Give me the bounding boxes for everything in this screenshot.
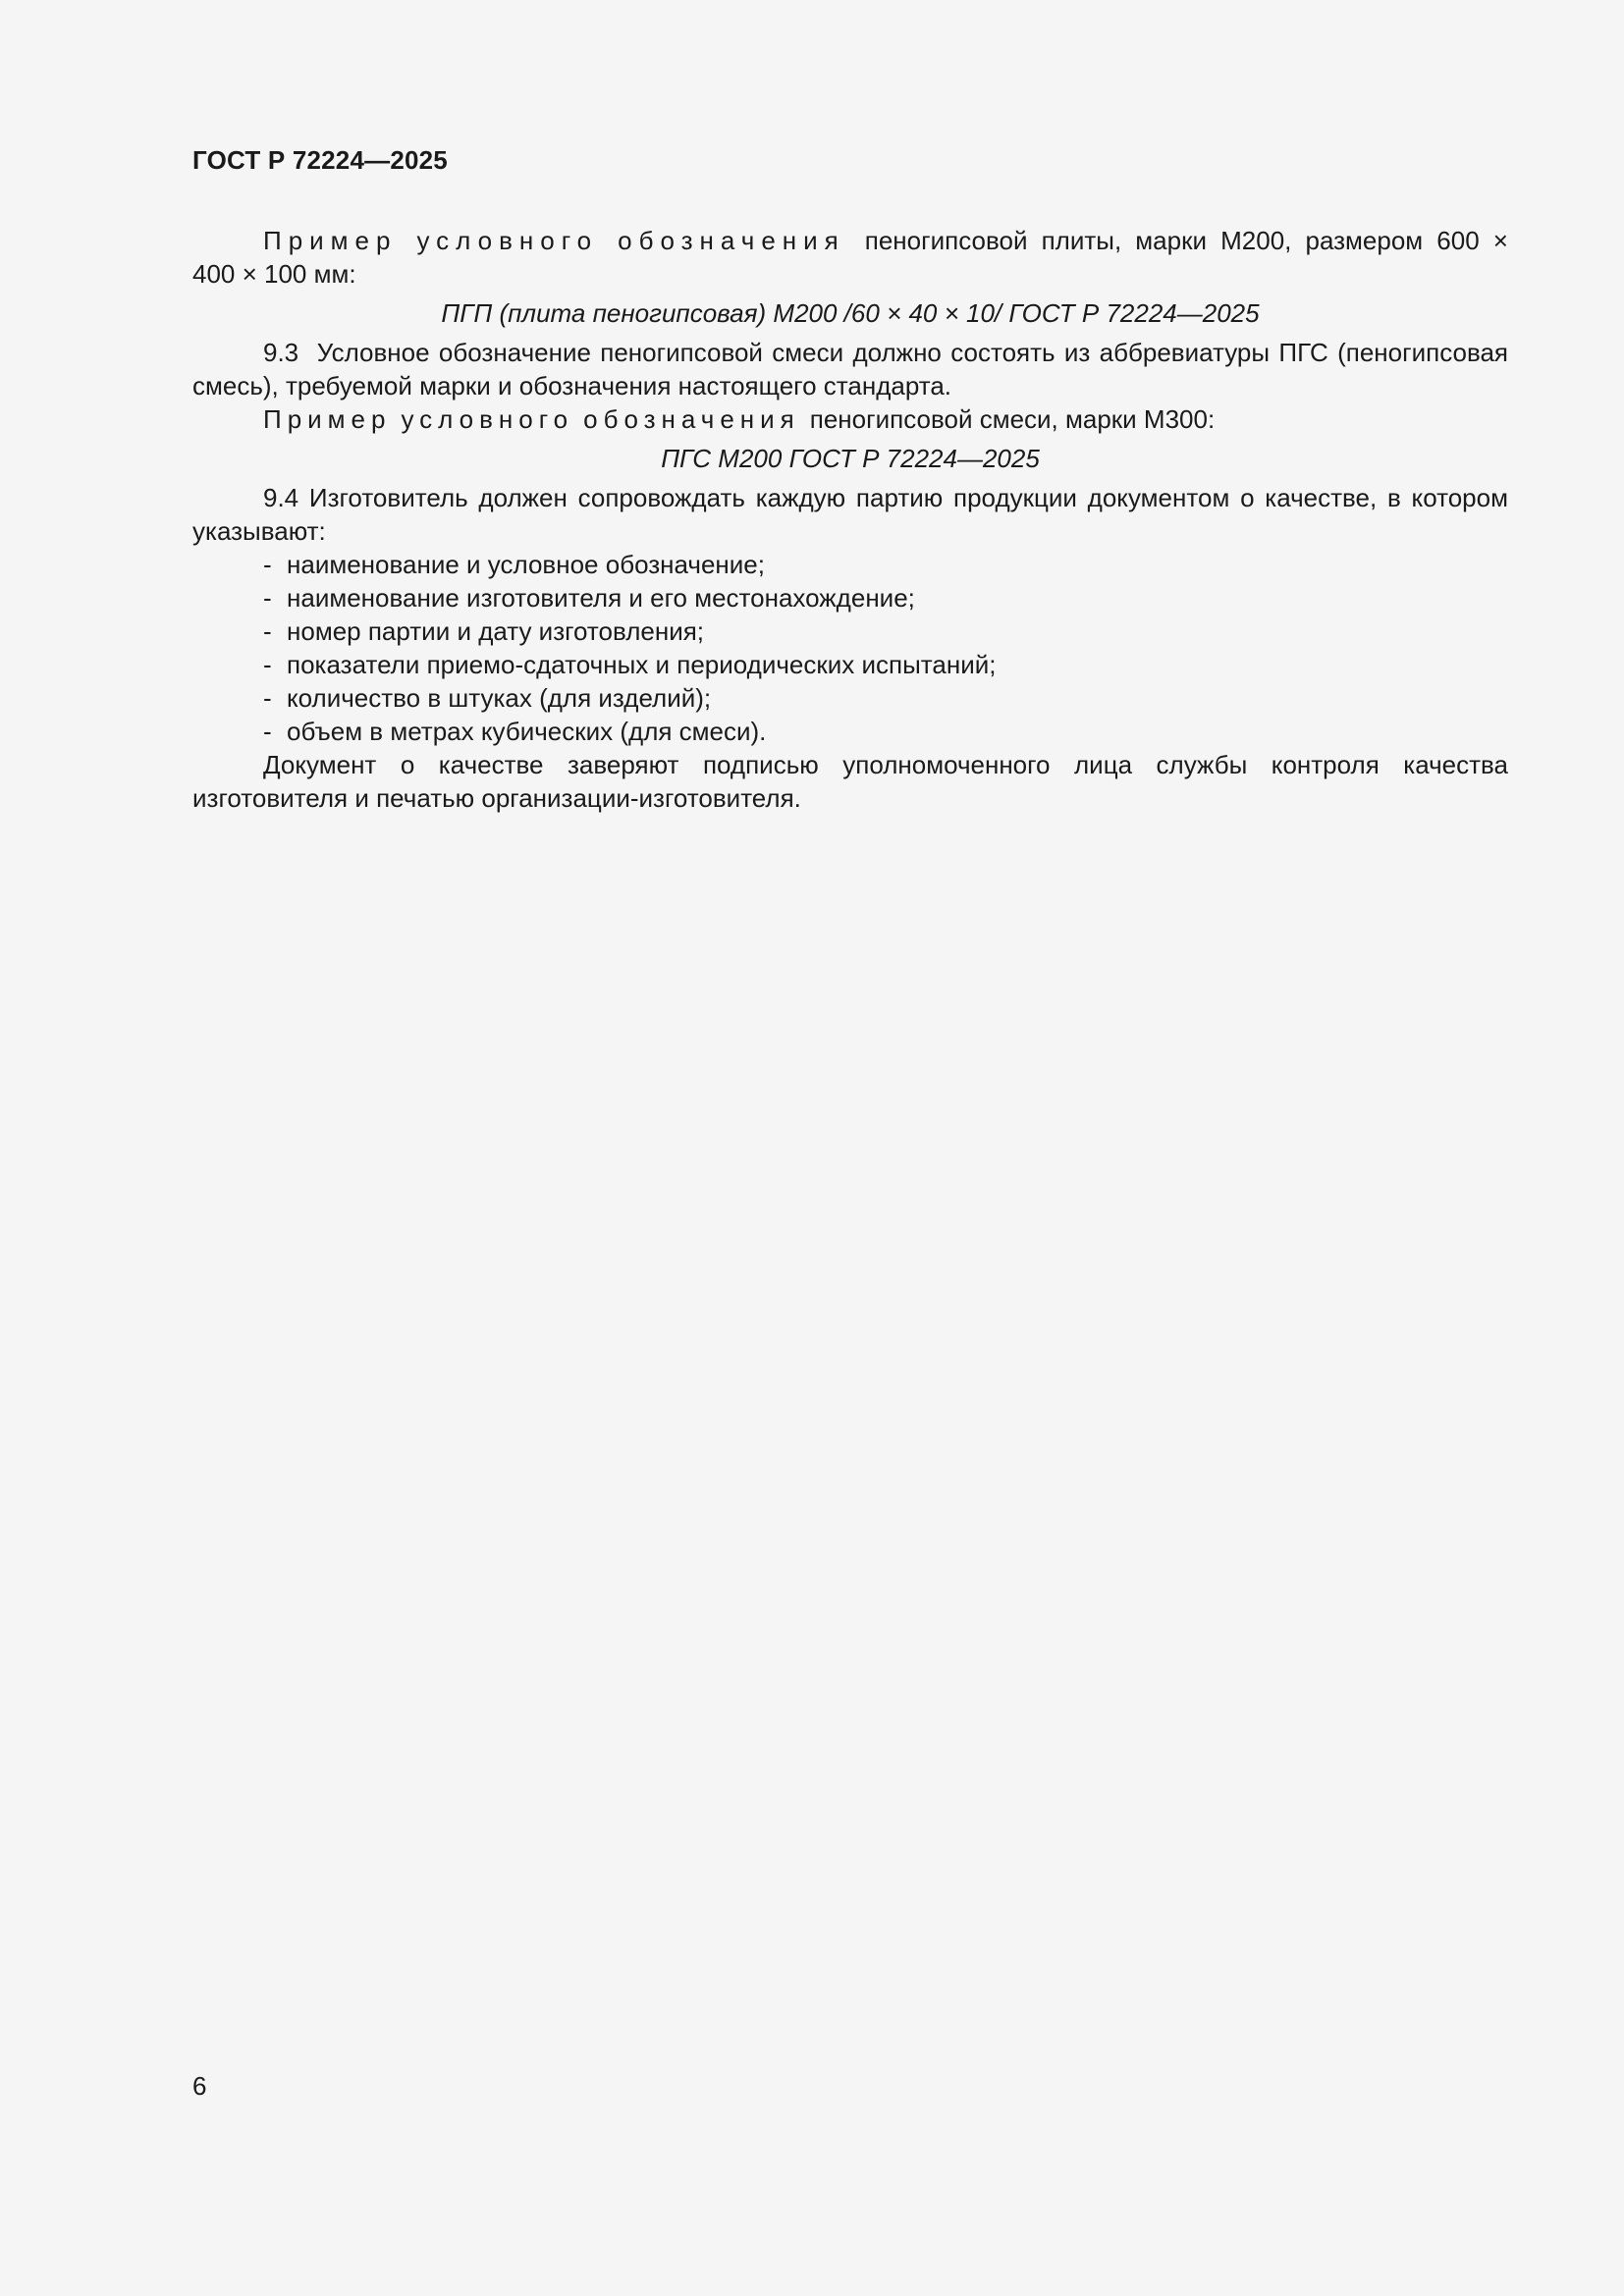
list-item: - наименование изготовителя и его местонахождение; <box>263 583 915 613</box>
list-item: - объем в метрах кубических (для смеси). <box>263 717 767 746</box>
list-item: - наименование и условное обозначение; <box>263 550 765 579</box>
example-2-word-2: условного <box>401 404 574 434</box>
example-1-text: пеногипсовой плиты, марки М200, размером 600 × 400 × 100 мм: <box>192 226 1508 289</box>
quality-document-list <box>192 548 1508 748</box>
section-9-3-paragraph <box>192 336 1508 402</box>
example-1-paragraph <box>192 224 1508 291</box>
example-2-word-1: Пример <box>263 404 392 434</box>
example-1-word-1: Пример <box>263 226 398 255</box>
document-body <box>192 224 1508 815</box>
example-2-word-3: обозначения <box>583 404 800 434</box>
section-9-3-number: 9.3 <box>263 338 299 367</box>
example-1-word-3: обозначения <box>618 226 845 255</box>
list-item: - номер партии и дату изготовления; <box>263 616 705 646</box>
section-9-4-number: 9.4 <box>263 483 299 512</box>
page-number: 6 <box>192 2071 207 2101</box>
example-2-paragraph <box>192 402 1508 436</box>
document-header: ГОСТ Р 72224—2025 <box>192 145 448 175</box>
closing-paragraph: Документ о качестве заверяют подписью уполномоченного лица службы контроля качества изготовителя и печатью организации-изготовителя. <box>192 750 1508 813</box>
section-9-4-paragraph <box>192 481 1508 548</box>
section-9-4-text: Изготовитель должен сопровождать каждую партию продукции документом о качестве, в котором указывают: <box>192 483 1508 546</box>
example-1-word-2: условного <box>416 226 599 255</box>
list-item: - количество в штуках (для изделий); <box>263 683 712 713</box>
section-9-3-text: Условное обозначение пеногипсовой смеси должно состоять из аббревиатуры ПГС (пеногипсовая смесь), требуемой марки и обозначения настоящего стандарта. <box>192 338 1509 400</box>
example-2-formula: ПГС М200 ГОСТ Р 72224—2025 <box>661 444 1040 473</box>
list-item: - показатели приемо-сдаточных и периодических испытаний; <box>263 650 997 679</box>
example-1-formula: ПГП (плита пеногипсовая) М200 /60 × 40 × 10/ ГОСТ Р 72224—2025 <box>441 298 1260 328</box>
example-2-text: пеногипсовой смеси, марки М300: <box>809 404 1216 434</box>
